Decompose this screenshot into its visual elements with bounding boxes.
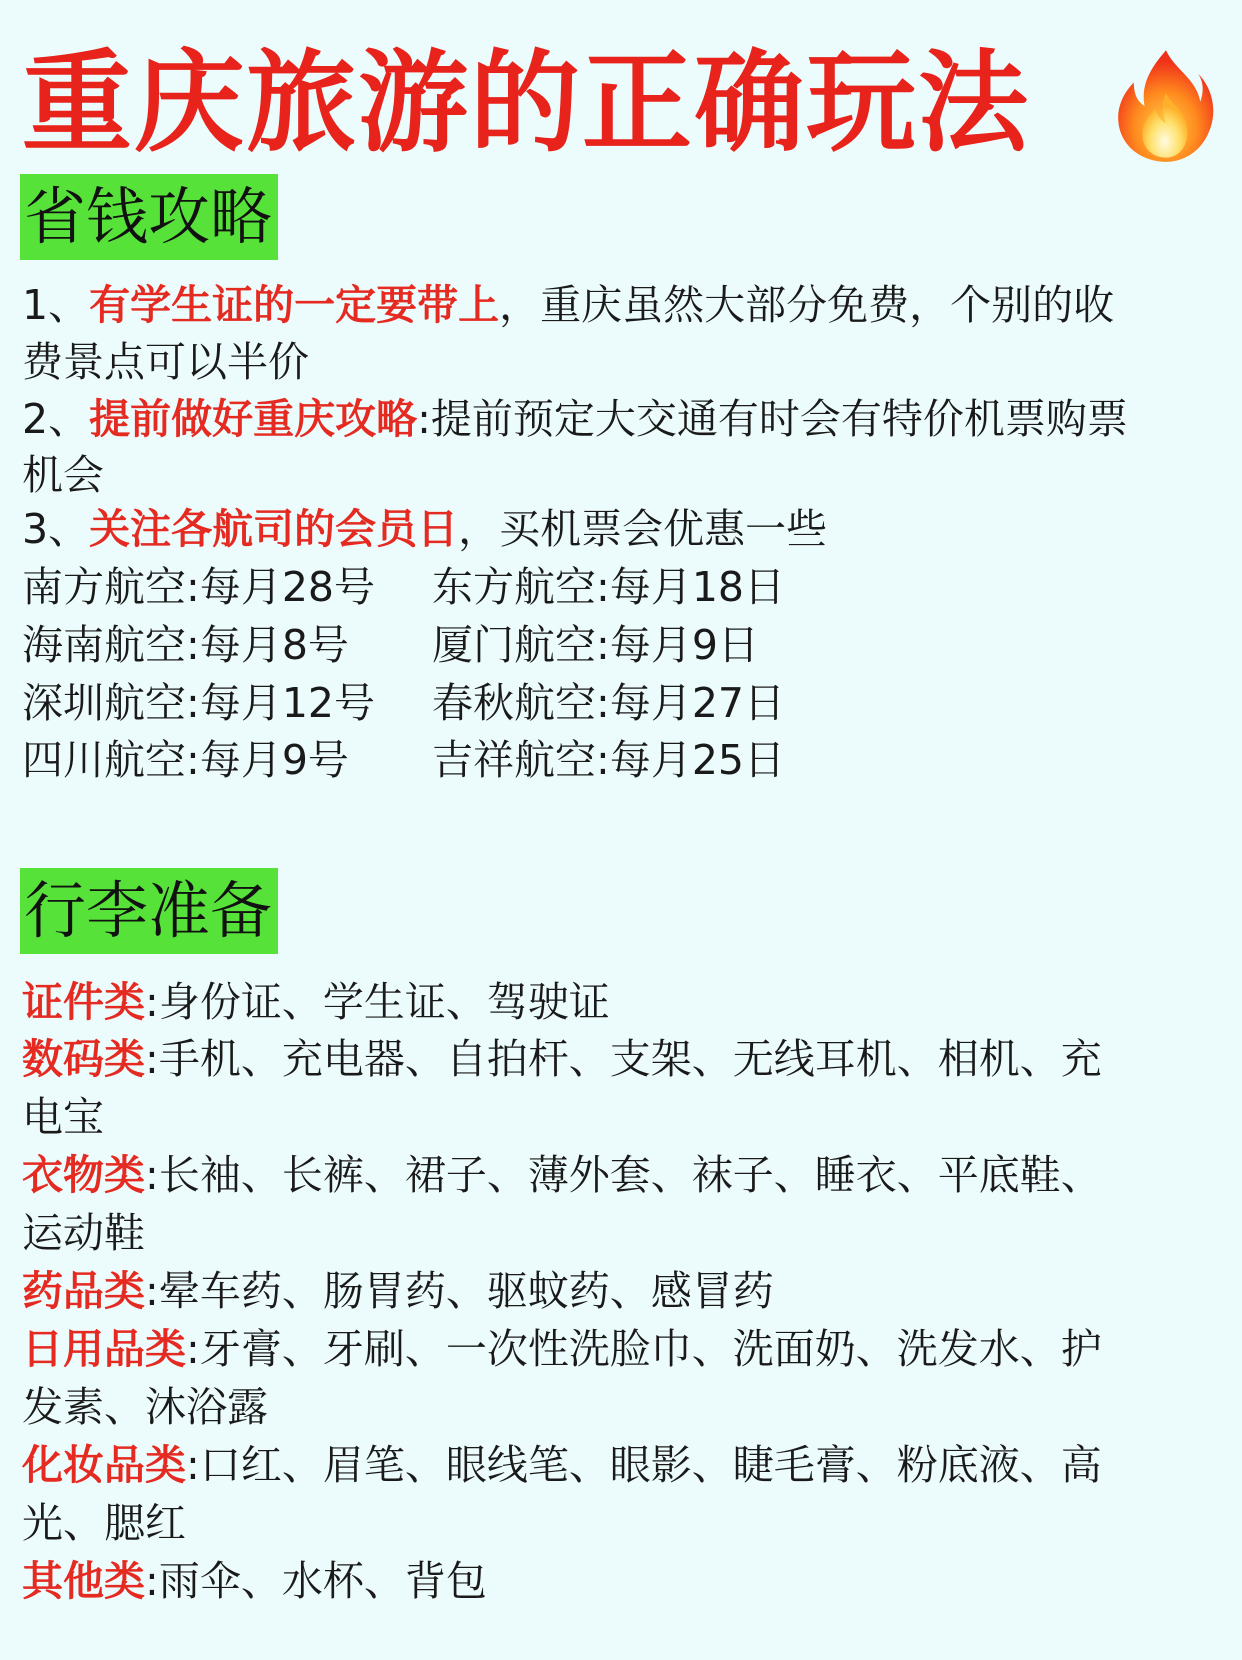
savings-item-1 bbox=[22, 276, 1114, 335]
airline-member-day: 深圳航空:每月12号 bbox=[22, 679, 375, 727]
luggage-item bbox=[22, 1552, 487, 1611]
luggage-item-line2: 运动鞋 bbox=[22, 1209, 145, 1257]
luggage-item bbox=[22, 1030, 1102, 1089]
luggage-category: 日用品类 bbox=[22, 1325, 186, 1373]
luggage-category: 药品类 bbox=[22, 1267, 145, 1315]
item-text: ，买机票会优惠一些 bbox=[458, 505, 828, 553]
airline-row bbox=[22, 616, 759, 675]
luggage-list: :身份证、学生证、驾驶证 bbox=[145, 978, 610, 1026]
luggage-item bbox=[22, 1262, 774, 1321]
luggage-list: :晕车药、肠胃药、驱蚊药、感冒药 bbox=[145, 1267, 774, 1315]
savings-item-2-line2: 机会 bbox=[22, 451, 104, 499]
luggage-category: 其他类 bbox=[22, 1557, 145, 1605]
luggage-category: 数码类 bbox=[22, 1035, 145, 1083]
luggage-list: :手机、充电器、自拍杆、支架、无线耳机、相机、充 bbox=[145, 1035, 1102, 1083]
item-text: ，重庆虽然大部分免费，个别的收 bbox=[499, 281, 1115, 329]
luggage-item-line2: 发素、沐浴露 bbox=[22, 1383, 268, 1431]
luggage-item bbox=[22, 1320, 1102, 1379]
luggage-category: 化妆品类 bbox=[22, 1441, 186, 1489]
airline-row bbox=[22, 731, 785, 790]
airline-member-day: 东方航空:每月18日 bbox=[432, 563, 785, 611]
section-heading-luggage: 行李准备 bbox=[20, 868, 278, 954]
luggage-list: :牙膏、牙刷、一次性洗脸巾、洗面奶、洗发水、护 bbox=[186, 1325, 1102, 1373]
luggage-item bbox=[22, 1436, 1102, 1495]
airline-row bbox=[22, 558, 785, 617]
airline-member-day: 南方航空:每月28号 bbox=[22, 563, 375, 611]
savings-item-1-line2: 费景点可以半价 bbox=[22, 338, 309, 386]
section-heading-savings: 省钱攻略 bbox=[20, 174, 278, 260]
airline-member-day: 四川航空:每月9号 bbox=[22, 736, 349, 784]
luggage-item-line2: 光、腮红 bbox=[22, 1499, 186, 1547]
item-number: 3、 bbox=[22, 505, 90, 553]
savings-item-2 bbox=[22, 390, 1128, 449]
item-highlight: 有学生证的一定要带上 bbox=[89, 281, 500, 329]
luggage-category: 证件类 bbox=[22, 978, 145, 1026]
item-highlight: 提前做好重庆攻略 bbox=[89, 395, 418, 443]
item-number: 2、 bbox=[22, 395, 90, 443]
airline-member-day: 厦门航空:每月9日 bbox=[432, 621, 759, 669]
airline-member-day: 春秋航空:每月27日 bbox=[432, 679, 785, 727]
page-title: 重庆旅游的正确玩法 bbox=[22, 39, 1030, 167]
luggage-category: 衣物类 bbox=[22, 1151, 145, 1199]
item-highlight: 关注各航司的会员日 bbox=[89, 505, 459, 553]
airline-member-day: 吉祥航空:每月25日 bbox=[432, 736, 785, 784]
luggage-list: :雨伞、水杯、背包 bbox=[145, 1557, 487, 1605]
airline-member-day: 海南航空:每月8号 bbox=[22, 621, 349, 669]
luggage-list: :口红、眉笔、眼线笔、眼影、睫毛膏、粉底液、高 bbox=[186, 1441, 1102, 1489]
savings-item-3 bbox=[22, 500, 827, 559]
fire-icon bbox=[1108, 46, 1224, 164]
luggage-item-line2: 电宝 bbox=[22, 1093, 104, 1141]
luggage-item bbox=[22, 1146, 1102, 1205]
item-text: :提前预定大交通有时会有特价机票购票 bbox=[417, 395, 1128, 443]
luggage-list: :长袖、长裤、裙子、薄外套、袜子、睡衣、平底鞋、 bbox=[145, 1151, 1102, 1199]
item-number: 1、 bbox=[22, 281, 90, 329]
luggage-item bbox=[22, 973, 610, 1032]
airline-row bbox=[22, 674, 785, 733]
